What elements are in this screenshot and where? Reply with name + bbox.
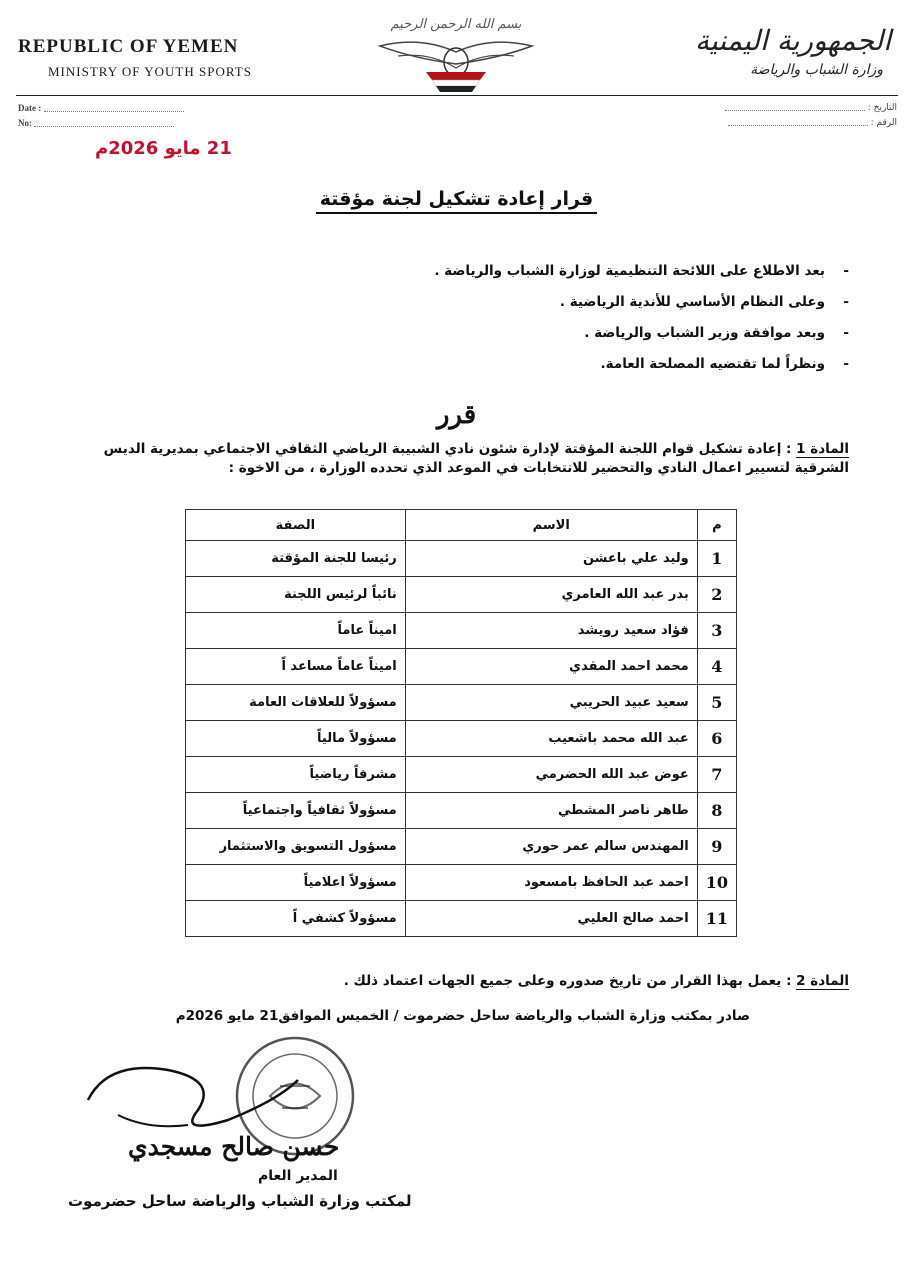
decree-heading: قرر [436,400,477,430]
table-row [186,721,737,757]
member-role: مسؤولاً ثقافياً واجتماعياً [186,793,406,829]
issued-statement: صادر بمكتب وزارة الشباب والرياضة ساحل حضرموت / الخميس الموافق21 مايو 2026م [175,1008,750,1024]
table-row [186,757,737,793]
date-field-ar: التاريخ : [725,103,897,113]
table-row [186,541,737,577]
yemen-emblem-icon [340,6,572,96]
row-number: 3 [697,613,736,649]
member-role: مشرفاً رياضياً [186,757,406,793]
article-1-text: : إعادة تشكيل قوام اللجنة المؤقتة لإدارة شئون نادي الشبيبة الرياضي الثقافي الاجتماعي بمديرية الديس الشرقية لتسيير اعمال النادي والتحضير للانتخابات في الموعد الذي تحدده الوزارة ، من الاخوة : [103,441,849,476]
member-role: مسؤولاً اعلامياً [186,865,406,901]
basmala-text: بسم الله الرحمن الرحيم [390,17,522,32]
table-row [186,613,737,649]
header-title-en: REPUBLIC OF YEMEN [18,36,239,57]
preamble-item: - بعد الاطلاع على اللائحة التنظيمية لوزارة الشباب والرياضة . [185,262,825,293]
article-2-label: المادة 2 [796,973,849,989]
row-number: 5 [697,685,736,721]
row-number: 4 [697,649,736,685]
article-1 [49,440,849,478]
table-row [186,829,737,865]
article-1-label: المادة 1 [796,441,849,457]
member-role: مسؤولاً للعلاقات العامة [186,685,406,721]
header-subtitle-en: MINISTRY OF YOUTH SPORTS [48,64,252,79]
member-name: سعيد عبيد الحريبي [405,685,697,721]
issue-date: 21 مايو 2026م [95,138,232,159]
header-subtitle-ar: وزارة الشباب والرياضة [750,62,883,78]
row-number: 9 [697,829,736,865]
member-role: نائباً لرئيس اللجنة [186,577,406,613]
member-role: مسؤولاً مالياً [186,721,406,757]
table-row [186,577,737,613]
header-num: م [697,510,736,541]
preamble-list [185,262,825,386]
signatory-role: المدير العام [258,1168,338,1184]
member-role: مسؤولاً كشفي اً [186,901,406,937]
article-2-text: : يعمل بهذا القرار من تاريخ صدوره وعلى جميع الجهات اعتماد ذلك . [343,973,797,989]
member-name: المهندس سالم عمر حوري [405,829,697,865]
document-title: قرار إعادة تشكيل لجنة مؤقتة [0,188,913,210]
table-row [186,901,737,937]
table-row [186,793,737,829]
row-number: 10 [697,865,736,901]
header-role: الصفة [186,510,406,541]
member-role: اميناً عاماً [186,613,406,649]
member-name: وليد علي باعشن [405,541,697,577]
member-name: طاهر ناصر المشطي [405,793,697,829]
members-table [185,509,737,937]
article-2 [49,972,849,991]
signatory-name: حسن صالح مسجدي [128,1132,340,1161]
date-field-en: Date : [18,103,184,113]
row-number: 7 [697,757,736,793]
row-number: 8 [697,793,736,829]
number-field-en: No: [18,118,174,128]
row-number: 2 [697,577,736,613]
member-role: اميناً عاماً مساعد اً [186,649,406,685]
header-title-ar: الجمهورية اليمنية [694,24,891,57]
member-name: بدر عبد الله العامري [405,577,697,613]
preamble-item: - وبعد موافقة وزير الشباب والرياضة . [185,324,825,355]
member-name: عوض عبد الله الحضرمي [405,757,697,793]
header-divider [16,95,898,96]
member-name: فؤاد سعيد رويشد [405,613,697,649]
signatory-office: لمكتب وزارة الشباب والرياضة ساحل حضرموت [68,1192,412,1210]
preamble-item: - ونظراً لما تقتضيه المصلحة العامة. [185,355,825,386]
number-field-ar: الرقم : [728,118,897,128]
table-row [186,649,737,685]
member-name: محمد احمد المقدي [405,649,697,685]
member-name: احمد صالح العليي [405,901,697,937]
member-role: رئيسا للجنة المؤقتة [186,541,406,577]
table-header-row [186,510,737,541]
member-name: عبد الله محمد باشعيب [405,721,697,757]
member-name: احمد عبد الحافظ بامسعود [405,865,697,901]
table-row [186,685,737,721]
row-number: 1 [697,541,736,577]
row-number: 11 [697,901,736,937]
preamble-item: - وعلى النظام الأساسي للأندية الرياضية . [185,293,825,324]
row-number: 6 [697,721,736,757]
table-row [186,865,737,901]
member-role: مسؤول التسويق والاستثمار [186,829,406,865]
header-name: الاسم [405,510,697,541]
